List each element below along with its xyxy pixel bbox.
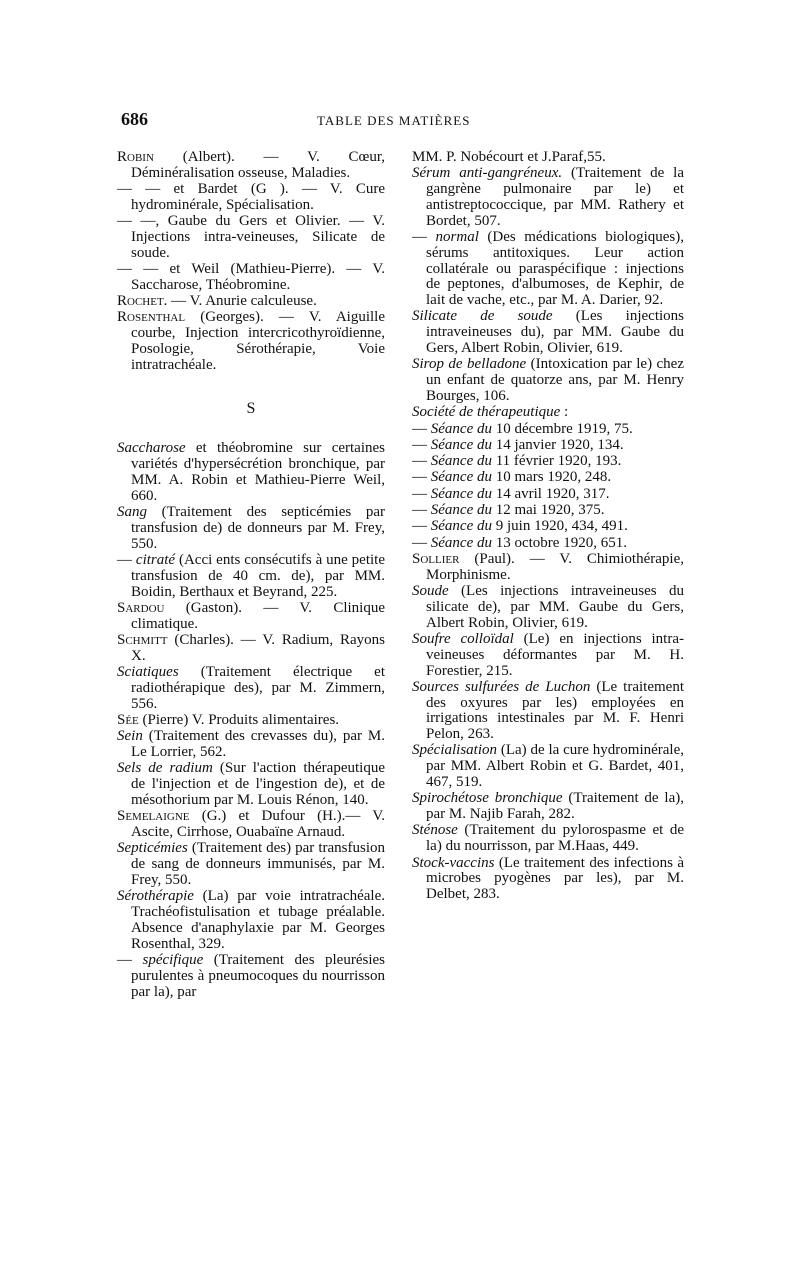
- entry-headword: Sources sulfurées de Luchon: [412, 678, 591, 695]
- index-entry: [412, 743, 684, 790]
- entry-headword: Schmitt: [117, 632, 168, 649]
- index-entry: [412, 519, 684, 535]
- entry-headword: Rosenthal: [117, 309, 186, 326]
- entry-headword: Sérum anti-gangréneux.: [412, 165, 563, 182]
- entry-headword: — Séance du: [412, 485, 492, 502]
- index-entry: [412, 632, 684, 679]
- page-header: [121, 109, 691, 135]
- entry-headword: Saccharose: [117, 440, 186, 457]
- entry-text: (Gaston). — V. Clinique climatique.: [131, 599, 385, 632]
- entry-text: (Le traitement des oxyures par les) employées en irrigations intestinales par M. F. Henri Pelon, 263.: [426, 678, 684, 743]
- index-entry: [117, 150, 385, 182]
- entry-text: — — et Weil (Mathieu-Pierre). — V. Saccharose, Théobromine.: [117, 261, 385, 293]
- index-entry: [412, 856, 684, 903]
- entry-text: 13 octobre 1920, 651.: [491, 534, 627, 551]
- index-entry: [412, 680, 684, 743]
- entry-headword: Sardou: [117, 599, 165, 616]
- page-number: 686: [121, 109, 148, 129]
- entry-headword: Robin: [117, 149, 154, 165]
- section-letter: S: [246, 399, 256, 417]
- index-entry: [117, 505, 385, 552]
- entry-text: 10 décembre 1919, 75.: [491, 420, 633, 437]
- entry-text: 9 juin 1920, 434, 491.: [491, 518, 628, 535]
- index-entry: [117, 294, 385, 310]
- entry-headword: — Séance du: [412, 420, 492, 437]
- entry-headword: Sée: [117, 712, 139, 728]
- entry-text: 12 mai 1920, 375.: [491, 502, 605, 519]
- index-entry: [117, 633, 385, 665]
- entry-headword: Sérothérapie: [117, 888, 194, 905]
- index-entry: [412, 823, 684, 855]
- entry-headword: — normal: [412, 228, 479, 245]
- entry-headword: Soufre colloïdal: [412, 630, 514, 647]
- entry-headword: Silicate de soude: [412, 308, 553, 325]
- right-entries: [412, 150, 684, 903]
- entry-headword: Semelaigne: [117, 808, 190, 825]
- entry-headword: Sciatiques: [117, 664, 179, 681]
- entry-text: (Sur l'action thérapeutique de l'injection et de l'ingestion de), et de mésothorium par M. Louis Rénon, 140.: [131, 760, 385, 808]
- index-entry: [412, 405, 684, 421]
- entry-text: . — V. Anurie calculeuse.: [163, 293, 317, 310]
- entry-text: (G.) et Dufour (H.).— V. Ascite, Cirrhose, Ouabaïne Arnaud.: [131, 808, 385, 841]
- index-entry: [412, 536, 684, 552]
- entry-headword: Soude: [412, 583, 449, 600]
- entry-text: (Les injections intraveineuses du silicate de), par MM. Gaube du Gers, Albert Robin, Olivier, 619.: [426, 583, 684, 631]
- entry-headword: — Séance du: [412, 502, 492, 519]
- entry-text: 11 février 1920, 193.: [491, 453, 622, 470]
- entry-text: — — et Bardet (G ). — V. Cure hydrominérale, Spécialisation.: [117, 181, 385, 213]
- index-entry: [117, 441, 385, 504]
- entry-text: (La) de la cure hydrominérale, par MM. Albert Robin et G. Bardet, 401, 467, 519.: [426, 742, 684, 791]
- entry-headword: — Séance du: [412, 469, 492, 486]
- index-entry: [117, 809, 385, 841]
- left-entries-after: [117, 441, 385, 1000]
- entry-headword: Septicémies: [117, 840, 188, 857]
- entry-text: (Acci ents consécutifs à une petite transfusion de 40 cm. de), par MM. Boidin, Berthaux et Beyrand, 225.: [131, 552, 386, 600]
- index-entry: [117, 214, 385, 261]
- entry-text: (Georges). — V. Aiguille courbe, Injection intercricothyroïdienne, Posologie, Sérothérapie, Voie intratrachéale.: [131, 309, 385, 373]
- entry-text: 10 mars 1920, 248.: [491, 469, 612, 486]
- entry-headword: — Séance du: [412, 534, 492, 551]
- index-entry: [412, 584, 684, 631]
- entry-headword: — citraté: [117, 552, 176, 569]
- entry-headword: — Séance du: [412, 518, 492, 535]
- index-entry: [412, 487, 684, 503]
- index-entry: [412, 791, 684, 823]
- index-entry: [117, 182, 385, 214]
- entry-text: (La) par voie intratrachéale. Trachéofistulisation et tubage préalable. Absence d'anaphylaxie par M. Georges Rosenthal, 329.: [131, 888, 385, 952]
- entry-headword: Sténose: [412, 822, 458, 839]
- index-entry: [412, 357, 684, 404]
- index-entry: [117, 953, 385, 1000]
- entry-text: 14 janvier 1920, 134.: [491, 436, 624, 453]
- index-entry: [412, 422, 684, 438]
- index-entry: [412, 454, 684, 470]
- entry-text: (Charles). — V. Radium, Rayons X.: [131, 632, 385, 664]
- entry-text: (Traitement électrique et radiothérapique des), par M. Zimmern, 556.: [131, 664, 385, 712]
- index-entry: [412, 230, 684, 309]
- entry-text: (Les injections intraveineuses du), par MM. Gaube du Gers, Albert Robin, Olivier, 619.: [426, 308, 684, 357]
- entry-headword: Sein: [117, 728, 143, 745]
- index-entry: [412, 438, 684, 454]
- left-column: [117, 150, 385, 1001]
- index-entry: [412, 150, 684, 166]
- index-entry: [117, 729, 385, 761]
- entry-text: (Albert). — V. Cœur, Déminéralisation osseuse, Maladies.: [131, 149, 385, 181]
- entry-text: (Traitement des crevasses du), par M. Le Lorrier, 562.: [131, 728, 385, 761]
- entry-headword: Stock-vaccins: [412, 854, 495, 871]
- entry-text: (Traitement des pleurésies purulentes à pneumocoques du nourrisson par la), par: [131, 951, 385, 1000]
- index-entry: [117, 889, 385, 952]
- index-entry: [412, 503, 684, 519]
- entry-text: (Des médications biologiques), sérums antitoxiques. Leur action collatérale ou paraspécifique : injections de peptones, d'albumoses, de Kephir, de lait de vache, etc., par M. A. Darier, 92.: [426, 228, 685, 309]
- index-entry: [412, 309, 684, 356]
- entry-text: MM. P. Nobécourt et J.Paraf,55.: [412, 149, 606, 165]
- entry-headword: Spécialisation: [412, 742, 497, 759]
- entry-text: et théobromine sur certaines variétés d'hypersécrétion bronchique, par MM. A. Robin et Mathieu-Pierre Weil, 660.: [131, 440, 385, 504]
- entry-text: (Traitement des) par transfusion de sang de donneurs immunisés, par M. Frey, 550.: [131, 840, 385, 888]
- index-entry: [117, 841, 385, 888]
- entry-text: — —, Gaube du Gers et Olivier. — V. Injections intra-veineuses, Silicate de soude.: [117, 213, 385, 261]
- entry-headword: — Séance du: [412, 436, 492, 453]
- index-entry: [412, 166, 684, 229]
- entry-text: (Intoxication par le) chez un enfant de quatorze ans, par M. Henry Bourges, 106.: [426, 356, 684, 404]
- index-entry: [117, 310, 385, 373]
- entry-text: (Traitement des septicémies par transfusion de) de donneurs par M. Frey, 550.: [131, 504, 385, 552]
- entry-text: (Le) en injections intra-veineuses déformantes par M. H. Forestier, 215.: [426, 630, 684, 679]
- index-entry: [117, 761, 385, 808]
- entry-headword: Société de thérapeutique: [412, 404, 561, 421]
- entry-headword: Sollier: [412, 550, 460, 567]
- entry-headword: Rochet: [117, 293, 164, 310]
- entry-text: (Le traitement des infections à microbes pyogènes par les), par M. Delbet, 283.: [426, 854, 684, 903]
- index-entry: [117, 665, 385, 712]
- index-entry: [117, 553, 385, 600]
- entry-headword: — spécifique: [117, 951, 204, 968]
- index-entry: [117, 262, 385, 294]
- entry-text: (Pierre) V. Produits alimentaires.: [138, 712, 340, 728]
- entry-text: :: [560, 404, 569, 421]
- entry-headword: Sels de radium: [117, 760, 213, 777]
- right-column: [412, 150, 684, 903]
- entry-headword: Sang: [117, 504, 147, 521]
- entry-text: 14 avril 1920, 317.: [491, 485, 610, 502]
- entry-headword: Sirop de belladone: [412, 356, 527, 373]
- entry-text: (Traitement de la), par M. Najib Farah, 282.: [426, 790, 684, 823]
- index-entry: [117, 601, 385, 633]
- index-entry: [412, 552, 684, 584]
- running-title: TABLE DES MATIÈRES: [317, 113, 471, 128]
- entry-text: (Paul). — V. Chimiothérapie, Morphinisme.: [426, 550, 684, 583]
- entry-text: (Traitement du pylorospasme et de la) du nourrisson, par M.Haas, 449.: [426, 822, 684, 855]
- entry-headword: Spirochétose bronchique: [412, 790, 563, 807]
- index-entry: [117, 713, 385, 729]
- left-entries-before: [117, 150, 385, 374]
- index-entry: [412, 470, 684, 486]
- entry-text: (Traitement de la gangrène pulmonaire par le) et antistreptococcique, par MM. Rathery et Bordet, 507.: [426, 165, 684, 229]
- entry-headword: — Séance du: [412, 453, 492, 470]
